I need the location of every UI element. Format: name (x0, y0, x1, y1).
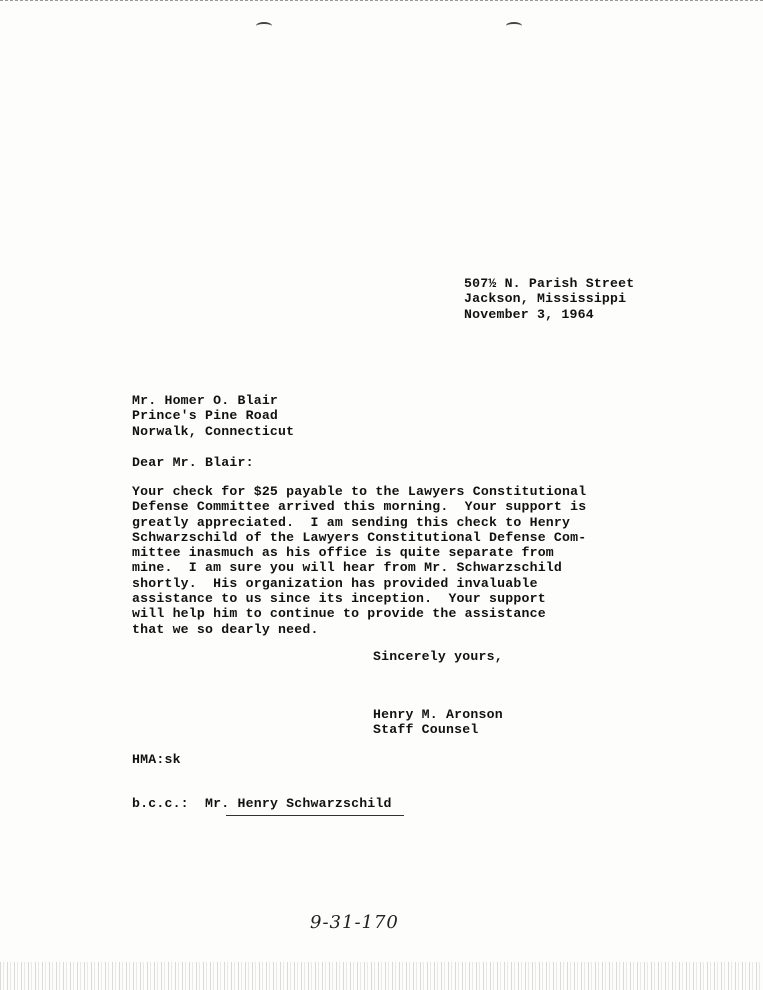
recipient-address (132, 393, 294, 439)
body-line: Schwarzschild of the Lawyers Constitutional Defense Com- (132, 529, 587, 545)
bcc-line (132, 796, 392, 811)
typist-initials: HMA:sk (132, 752, 181, 767)
letter-date: November 3, 1964 (464, 306, 594, 322)
punch-mark (256, 22, 272, 30)
body-line: Defense Committee arrived this morning. Your support is (132, 499, 587, 515)
scan-noise-strip (0, 962, 763, 990)
closing: Sincerely yours, (373, 649, 503, 664)
signer-title: Staff Counsel (373, 722, 479, 738)
handwritten-reference: 9-31-170 (310, 912, 399, 933)
punch-mark (506, 22, 522, 30)
body-line: Your check for $25 payable to the Lawyers Constitutional (132, 484, 587, 499)
letter-body (132, 484, 586, 637)
recipient-line: Mr. Homer O. Blair (132, 393, 279, 408)
salutation: Dear Mr. Blair: (132, 455, 254, 470)
bcc-label: b.c.c.: (132, 796, 189, 811)
body-line: mittee inasmuch as his office is quite separate from (132, 545, 554, 561)
recipient-line: Norwalk, Connecticut (132, 423, 295, 439)
body-line: assistance to us since its inception. Your support (132, 591, 546, 607)
address-line: Jackson, Mississippi (464, 291, 627, 307)
body-line: mine. I am sure you will hear from Mr. Schwarzschild (132, 560, 563, 576)
bcc-name: Mr. Henry Schwarzschild (205, 796, 392, 811)
bcc-underline (226, 815, 404, 816)
signature-block (373, 707, 503, 738)
body-line: that we so dearly need. (132, 621, 319, 637)
sender-address (464, 276, 634, 322)
page-top-border (0, 0, 763, 5)
body-line: will help him to continue to provide the assistance (132, 606, 546, 622)
address-line: 507½ N. Parish Street (464, 276, 635, 291)
signer-name: Henry M. Aronson (373, 707, 503, 722)
body-line: shortly. His organization has provided invaluable (132, 575, 538, 591)
body-line: greatly appreciated. I am sending this check to Henry (132, 514, 571, 530)
recipient-line: Prince's Pine Road (132, 408, 279, 424)
